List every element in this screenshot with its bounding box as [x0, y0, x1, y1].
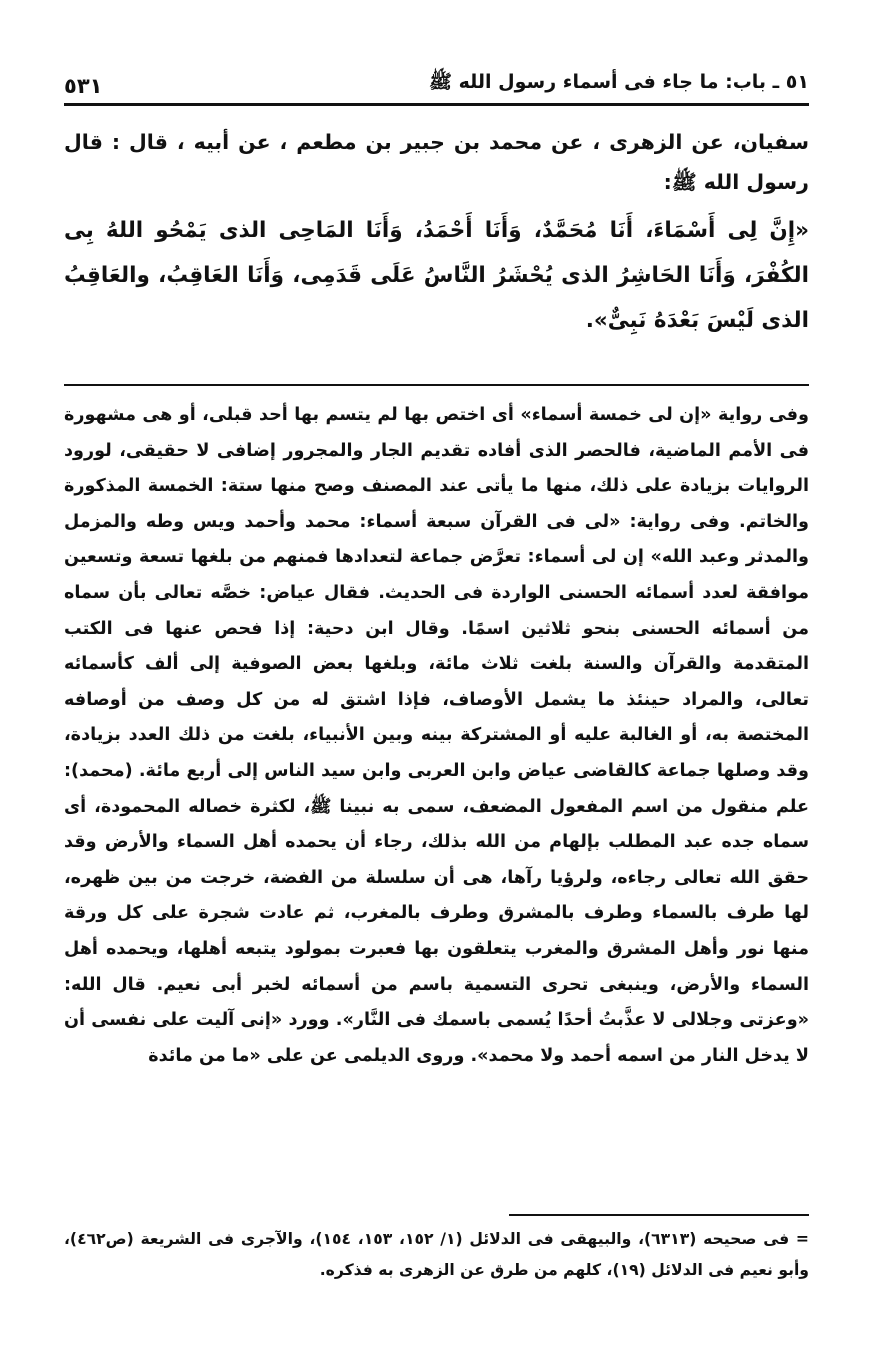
page-header: [64, 58, 809, 98]
footnote-separator: [509, 1214, 809, 1216]
page-number: ٥٣١: [64, 74, 103, 98]
running-title: ٥١ ـ باب: ما جاء فى أسماء رسول الله ﷺ: [429, 71, 809, 93]
footnote: [64, 1224, 809, 1286]
hadith-matn: «إِنَّ لِى أَسْمَاءَ، أَنَا مُحَمَّدٌ، وَأَنَا أَحْمَدُ، وَأَنَا المَاحِى الذى يَمْحُو اللهُ بِى الكُفْرَ، وَأَنَا الحَاشِرُ الذى يُحْشَرُ النَّاسُ عَلَى قَدَمِى، وَأَنَا العَاقِبُ، والعَاقِبُ الذى لَيْسَ بَعْدَهُ نَبِىٌّ».: [64, 218, 809, 333]
footnote-text: = فى صحيحه (٦٣١٣)، والبيهقى فى الدلائل (١/ ١٥٢، ١٥٣، ١٥٤)، والآجرى فى الشريعة (ص٤٦٢)، وأبو نعيم فى الدلائل (١٩)، كلهم من طرق عن الزهرى به فذكره.: [64, 1230, 809, 1279]
hadith-text: [64, 122, 809, 343]
header-rule: [64, 103, 809, 106]
section-divider: [64, 384, 809, 386]
commentary-text: [64, 398, 809, 1074]
hadith-isnad: سفيان، عن الزهرى ، عن محمد بن جبير بن مطعم ، عن أبيه ، قال : قال رسول الله ﷺ:: [64, 130, 809, 194]
commentary-paragraph: وفى رواية «إن لى خمسة أسماء» أى اختص بها لم يتسم بها أحد قبلى، أو هى مشهورة فى الأمم الماضية، فالحصر الذى أفاده تقديم الجار والمجرور إضافى لا حقيقى، لورود الروايات بزيادة على ذلك، منها ما يأتى عند المصنف وصح منها ستة: الخمسة المذكورة والخاتم. وفى رواية: «لى فى القرآن سبعة أسماء: محمد وأحمد ويس وطه والمزمل والمدثر وعبد الله» إن لى أسماء: تعرَّض جماعة لتعدادها فمنهم من بلغها تسعة وتسعين موافقة لعدد أسمائه الحسنى الواردة فى الحديث. فقال عياض: خصَّه تعالى بأن سماه من أسمائه الحسنى بنحو ثلاثين اسمًا. وقال ابن دحية: إذا فحص عنها فى الكتب المتقدمة والقرآن والسنة بلغت ثلاث مائة، وبلغها بعض الصوفية إلى ألف كأسمائه تعالى، والمراد حينئذ ما يشمل الأوصاف، فإذا اشتق له من كل وصف من أوصافه المختصة به، أو الغالبة عليه أو المشتركة بينه وبين الأنبياء، بلغت من ذلك العدد بزيادة، وقد وصلها جماعة كالقاضى عياض وابن العربى وابن سيد الناس إلى أربع مائة. (محمد): علم منقول من اسم المفعول المضعف، سمى به نبينا ﷺ، لكثرة خصاله المحمودة، أى سماه جده عبد المطلب بإلهام من الله بذلك، رجاء أن يحمده أهل السماء والأرض وقد حقق الله تعالى رجاءه، ولرؤيا رآها، هى أن سلسلة من الفضة، خرجت من بين ظهره، لها طرف بالسماء وطرف بالمشرق وطرف بالمغرب، ثم عادت شجرة على كل ورقة منها نور وأهل المشرق والمغرب يتعلقون بها فعبرت بمولود يتبعه أهلها، ويحمده أهل السماء والأرض، وينبغى تحرى التسمية باسم من أسمائه لخبر أبى نعيم. قال الله: «وعزتى وجلالى لا عذَّبتُ أحدًا يُسمى باسمك فى النَّار». وورد «إنى آليت على نفسى أن لا يدخل النار من اسمه أحمد ولا محمد». وروى الديلمى عن على «ما من مائدة: [64, 405, 809, 1066]
